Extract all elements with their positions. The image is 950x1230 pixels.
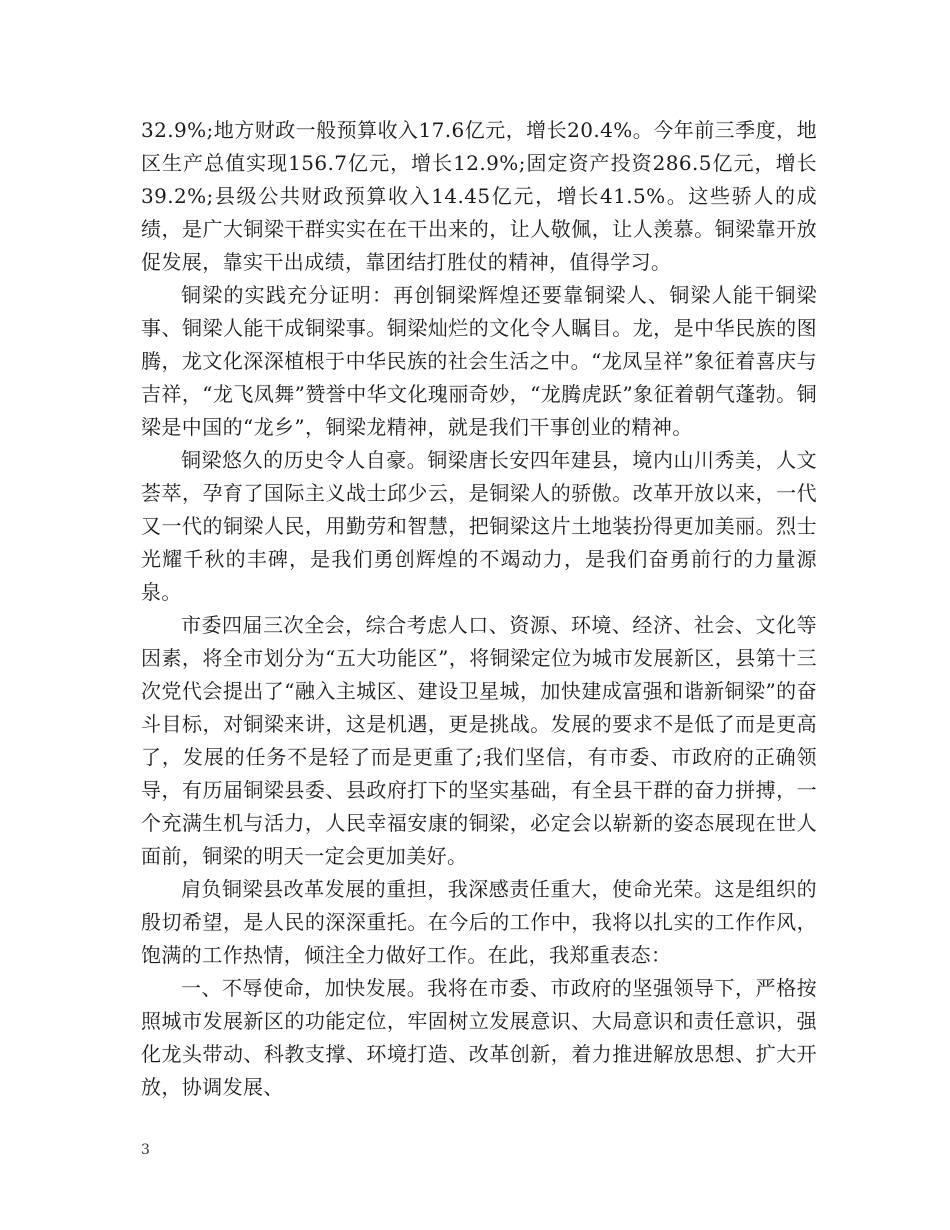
paragraph-6: 一、不辱使命，加快发展。我将在市委、市政府的坚强领导下，严格按照城市发展新区的功能定位，牢固树立发展意识、大局意识和责任意识，强化龙头带动、科教支撑、环境打造、改革创新，着力推进解放思想、扩大开放，协调发展、 xyxy=(141,976,817,1099)
paragraph-2: 铜梁的实践充分证明：再创铜梁辉煌还要靠铜梁人、铜梁人能干铜梁事、铜梁人能干成铜梁事。铜梁灿烂的文化令人瞩目。龙，是中华民族的图腾，龙文化深深植根于中华民族的社会生活之中。“龙凤呈祥”象征着喜庆与吉祥，“龙飞凤舞”赞誉中华文化瑰丽奇妙，“龙腾虎跃”象征着朝气蓬勃。铜梁是中国的“龙乡”，铜梁龙精神，就是我们干事创业的精神。 xyxy=(141,283,817,439)
paragraph-3: 铜梁悠久的历史令人自豪。铜梁唐长安四年建县，境内山川秀美，人文荟萃，孕育了国际主义战士邱少云，是铜梁人的骄傲。改革开放以来，一代又一代的铜梁人民，用勤劳和智慧，把铜梁这片土地装扮得更加美丽。烈士光耀千秋的丰碑，是我们勇创辉煌的不竭动力，是我们奋勇前行的力量源泉。 xyxy=(141,448,817,604)
paragraph-4: 市委四届三次全会，综合考虑人口、资源、环境、经济、社会、文化等因素，将全市划分为“五大功能区”，将铜梁定位为城市发展新区，县第十三次党代会提出了“融入主城区、建设卫星城，加快建成富强和谐新铜梁”的奋斗目标，对铜梁来讲，这是机遇，更是挑战。发展的要求不是低了而是更高了，发展的任务不是轻了而是更重了;我们坚信，有市委、市政府的正确领导，有历届铜梁县委、县政府打下的坚实基础，有全县干群的奋力拼搏，一个充满生机与活力，人民幸福安康的铜梁，必定会以崭新的姿态展现在世人面前，铜梁的明天一定会更加美好。 xyxy=(141,613,817,868)
page-number: 3 xyxy=(141,1142,150,1158)
paragraph-5: 肩负铜梁县改革发展的重担，我深感责任重大，使命光荣。这是组织的殷切希望，是人民的深深重托。在今后的工作中，我将以扎实的工作作风，饱满的工作热情，倾注全力做好工作。在此，我郑重表态： xyxy=(141,877,817,967)
document-body xyxy=(141,114,817,1104)
paragraph-1: 32.9%;地方财政一般预算收入17.6亿元，增长20.4%。今年前三季度，地区生产总值实现156.7亿元，增长12.9%;固定资产投资286.5亿元，增长39.2%;县级公共财政预算收入14.45亿元，增长41.5%。这些骄人的成绩，是广大铜梁干群实实在在干出来的，让人敬佩，让人羡慕。铜梁靠开放促发展，靠实干出成绩，靠团结打胜仗的精神，值得学习。 xyxy=(141,118,817,274)
